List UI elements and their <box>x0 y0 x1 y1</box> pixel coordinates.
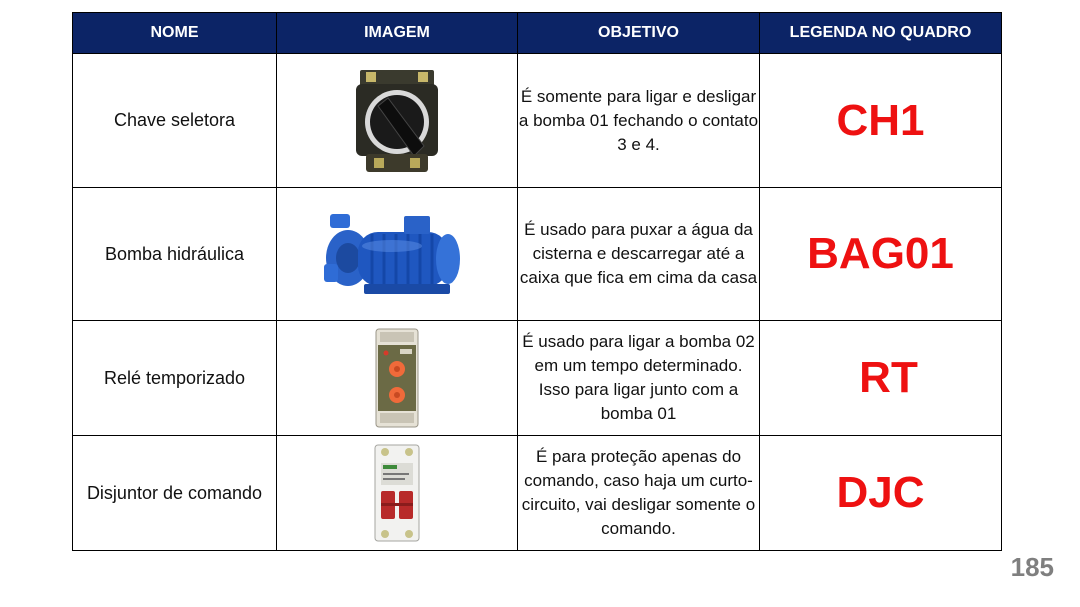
component-name: Disjuntor de comando <box>73 436 277 551</box>
legend-label: BAG01 <box>807 229 954 278</box>
legend-label: RT <box>859 353 918 402</box>
legend-label: DJC <box>836 468 925 517</box>
table-row <box>73 436 1002 551</box>
header-legend: LEGENDA NO QUADRO <box>760 13 1002 54</box>
component-image <box>277 321 518 436</box>
circuit-breaker-icon <box>371 443 423 543</box>
header-name: NOME <box>73 13 277 54</box>
table-row <box>73 321 1002 436</box>
legend-label: CH1 <box>836 95 925 145</box>
table-header-row <box>73 13 1002 54</box>
component-legend <box>760 436 1002 551</box>
component-legend <box>760 188 1002 321</box>
component-objective: É usado para ligar a bomba 02 em um tempo determinado. Isso para ligar junto com a bomba 01 <box>518 321 760 436</box>
component-name: Chave seletora <box>73 54 277 188</box>
hydraulic-pump-icon <box>322 206 472 302</box>
component-image <box>277 54 518 188</box>
table-row <box>73 54 1002 188</box>
component-objective: É usado para puxar a água da cisterna e descarregar até a caixa que fica em cima da casa <box>518 188 760 321</box>
component-name: Relé temporizado <box>73 321 277 436</box>
header-image: IMAGEM <box>277 13 518 54</box>
header-objective: OBJETIVO <box>518 13 760 54</box>
component-image <box>277 188 518 321</box>
component-image <box>277 436 518 551</box>
components-table <box>72 12 1002 551</box>
selector-switch-icon <box>352 66 442 176</box>
page-number: 185 <box>1010 552 1054 582</box>
component-legend <box>760 54 1002 188</box>
table-row <box>73 188 1002 321</box>
component-objective: É somente para ligar e desligar a bomba 01 fechando o contato 3 e 4. <box>518 54 760 188</box>
component-name: Bomba hidráulica <box>73 188 277 321</box>
component-legend <box>760 321 1002 436</box>
timer-relay-icon <box>372 327 422 429</box>
component-objective: É para proteção apenas do comando, caso haja um curto-circuito, vai desligar somente o comando. <box>518 436 760 551</box>
